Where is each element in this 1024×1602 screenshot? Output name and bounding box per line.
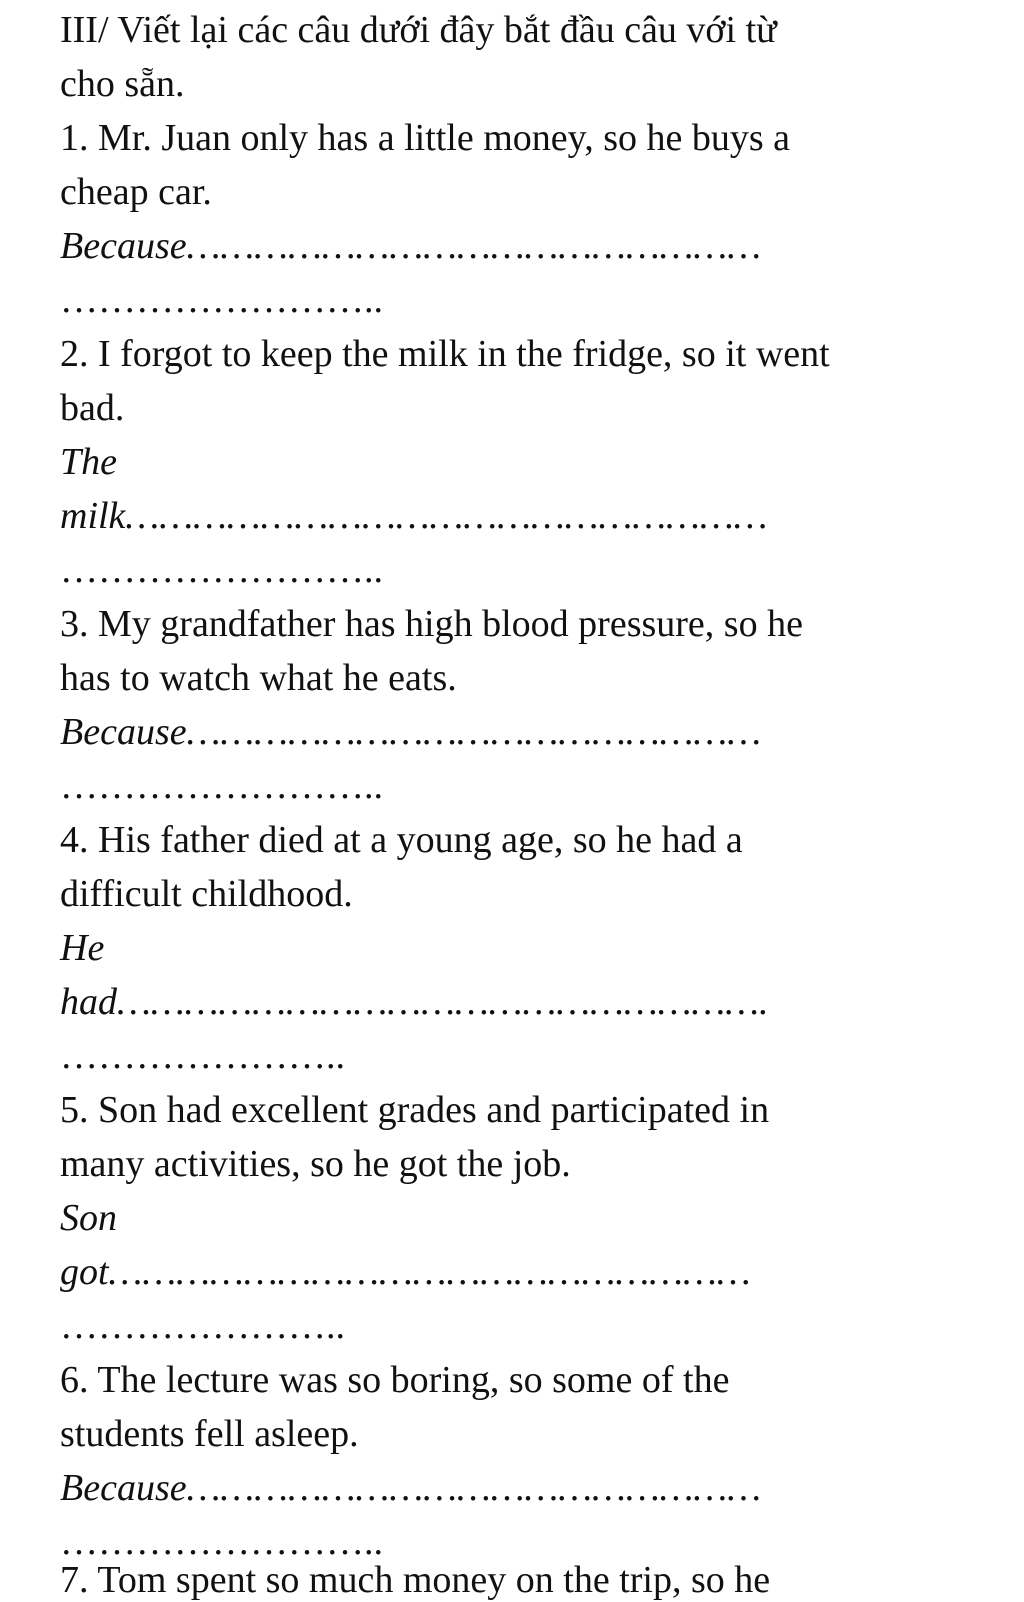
answer-4-line-1: had………………………………………………….	[60, 981, 769, 1023]
answer-5-line-1: got…………………………………………………	[60, 1251, 751, 1293]
question-2-line-1: 2. I forgot to keep the milk in the fridge, so it went	[60, 333, 830, 375]
answer-2-line-1: milk…………………………………………………	[60, 495, 768, 537]
question-5-line-2: many activities, so he got the job.	[60, 1143, 571, 1185]
question-4-line-1: 4. His father died at a young age, so he had a	[60, 819, 743, 861]
answer-2-line-2: ……………………..	[60, 549, 383, 591]
answer-6-line-2: ……………………..	[60, 1521, 383, 1563]
answer-3-line-1: Because……………………………………………	[60, 711, 761, 753]
answer-6-line-1: Because……………………………………………	[60, 1467, 761, 1509]
answer-1-line-1: Because……………………………………………	[60, 225, 761, 267]
exercise-heading-line-2: cho sẵn.	[60, 63, 185, 105]
answer-4-prompt: He	[60, 927, 105, 969]
answer-4-line-2: …………………..	[60, 1035, 345, 1077]
question-2-line-2: bad.	[60, 387, 125, 429]
answer-1-line-2: ……………………..	[60, 279, 383, 321]
question-1-line-2: cheap car.	[60, 171, 212, 213]
exercise-heading-line-1: III/ Viết lại các câu dưới đây bắt đầu câu với từ	[60, 9, 777, 51]
answer-5-line-2: …………………..	[60, 1305, 345, 1347]
question-6-line-1: 6. The lecture was so boring, so some of the	[60, 1359, 730, 1401]
question-6-line-2: students fell asleep.	[60, 1413, 359, 1455]
question-5-line-1: 5. Son had excellent grades and participated in	[60, 1089, 770, 1131]
cutoff-text: 7. Tom spent so much money on the trip, so he	[60, 1559, 771, 1601]
answer-3-line-2: ……………………..	[60, 765, 383, 807]
question-3-line-1: 3. My grandfather has high blood pressure, so he	[60, 603, 803, 645]
answer-5-prompt: Son	[60, 1197, 117, 1239]
question-4-line-2: difficult childhood.	[60, 873, 353, 915]
question-1-line-1: 1. Mr. Juan only has a little money, so he buys a	[60, 117, 790, 159]
cutoff-text-line	[60, 1559, 1020, 1601]
answer-2-prompt: The	[60, 441, 117, 483]
question-3-line-2: has to watch what he eats.	[60, 657, 457, 699]
